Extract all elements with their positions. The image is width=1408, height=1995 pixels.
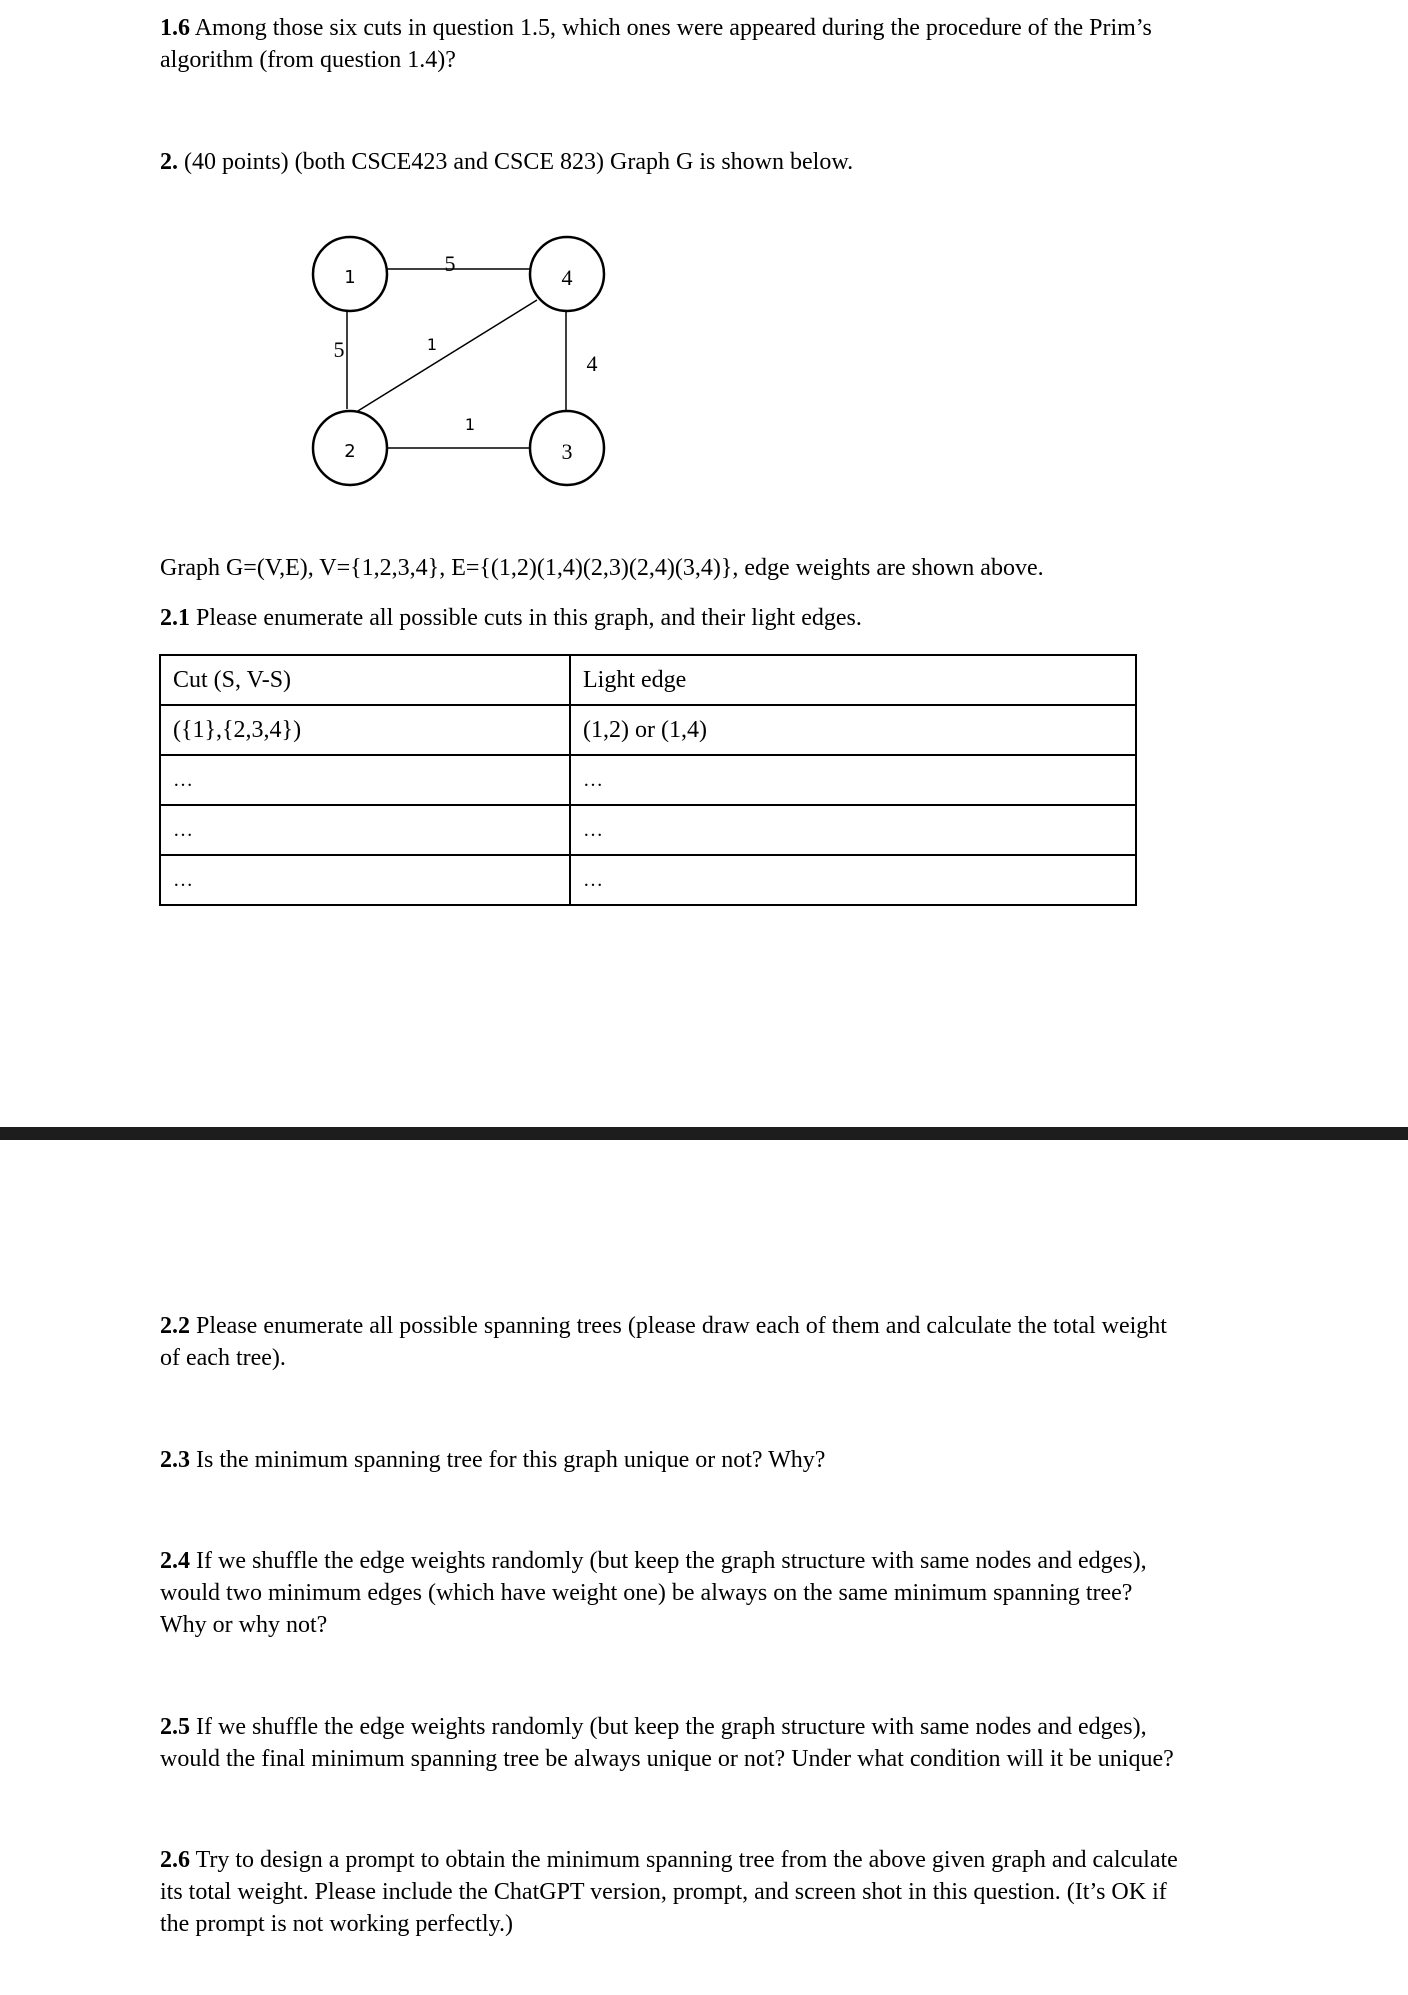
table-header-row <box>160 655 1136 705</box>
question-number: 2.4 <box>160 1548 190 1574</box>
question-2-5 <box>160 1711 1174 1775</box>
cell-light-edge: (1,2) or (1,4) <box>570 705 1136 755</box>
question-text-line2: would the final minimum spanning tree be always unique or not? Under what condition will it be unique? <box>160 1746 1174 1772</box>
question-number: 1.6 <box>160 15 190 41</box>
table-row <box>160 755 1136 805</box>
question-text: Try to design a prompt to obtain the minimum spanning tree from the above given graph and calculate <box>195 1847 1178 1873</box>
cell-cut: … <box>160 855 570 905</box>
cell-cut: … <box>160 755 570 805</box>
header-cut: Cut (S, V-S) <box>160 655 570 705</box>
table-row <box>160 855 1136 905</box>
question-text-line3: Why or why not? <box>160 1612 328 1638</box>
edge-2-4 <box>353 300 537 414</box>
question-text: (40 points) (both CSCE423 and CSCE 823) Graph G is shown below. <box>184 149 854 175</box>
table-row <box>160 805 1136 855</box>
page-divider <box>0 1127 1408 1140</box>
graph-description: Graph G=(V,E), V={1,2,3,4}, E={(1,2)(1,4)(2,3)(2,4)(3,4)}, edge weights are shown above. <box>160 555 1044 581</box>
question-number: 2.1 <box>160 605 190 631</box>
question-number: 2.3 <box>160 1447 190 1473</box>
question-text-line3: the prompt is not working perfectly.) <box>160 1911 514 1937</box>
cell-light-edge: … <box>570 755 1136 805</box>
question-text: Please enumerate all possible spanning trees (please draw each of them and calculate the total weight <box>196 1313 1167 1339</box>
question-number: 2.5 <box>160 1714 190 1740</box>
edge-weight-1-2: 5 <box>333 337 345 362</box>
question-text-line2: algorithm (from question 1.4)? <box>160 47 456 73</box>
question-2-3 <box>160 1444 825 1476</box>
node-1 <box>313 237 387 311</box>
cell-light-edge: … <box>570 855 1136 905</box>
table-row <box>160 705 1136 755</box>
header-light-edge: Light edge <box>570 655 1136 705</box>
cell-cut: ({1},{2,3,4}) <box>160 705 570 755</box>
node-label: 4 <box>561 265 573 290</box>
question-text: If we shuffle the edge weights randomly (but keep the graph structure with same nodes and edges), <box>196 1548 1147 1574</box>
edge-weight-2-4: 1 <box>426 335 438 354</box>
edge-weight-1-4: 5 <box>444 251 456 276</box>
node-label: 3 <box>561 439 573 464</box>
question-2-2 <box>160 1310 1167 1374</box>
question-text-line2: of each tree). <box>160 1345 286 1371</box>
question-number: 2.6 <box>160 1847 190 1873</box>
question-text: Please enumerate all possible cuts in this graph, and their light edges. <box>196 605 862 631</box>
node-label: 2 <box>344 441 356 462</box>
question-number: 2. <box>160 149 178 175</box>
question-text: Is the minimum spanning tree for this graph unique or not? Why? <box>196 1447 826 1473</box>
node-2 <box>313 411 387 485</box>
question-2-4 <box>160 1545 1147 1641</box>
question-text-line2: its total weight. Please include the ChatGPT version, prompt, and screen shot in this question. (It’s OK if <box>160 1879 1167 1905</box>
edge-weight-4-3: 4 <box>586 351 598 376</box>
question-2-1 <box>160 602 862 634</box>
question-number: 2.2 <box>160 1313 190 1339</box>
question-text-line2: would two minimum edges (which have weight one) be always on the same minimum spanning tree? <box>160 1580 1133 1606</box>
node-label: 1 <box>344 267 356 288</box>
question-2-6 <box>160 1844 1178 1940</box>
question-text: Among those six cuts in question 1.5, which ones were appeared during the procedure of the Prim’s <box>194 15 1152 41</box>
edge-weight-2-3: 1 <box>464 415 476 434</box>
cut-table <box>159 654 1137 906</box>
cell-light-edge: … <box>570 805 1136 855</box>
node-4 <box>530 237 604 311</box>
graph-figure <box>0 0 1408 500</box>
question-text: If we shuffle the edge weights randomly (but keep the graph structure with same nodes and edges), <box>196 1714 1147 1740</box>
node-3 <box>530 411 604 485</box>
cell-cut: … <box>160 805 570 855</box>
